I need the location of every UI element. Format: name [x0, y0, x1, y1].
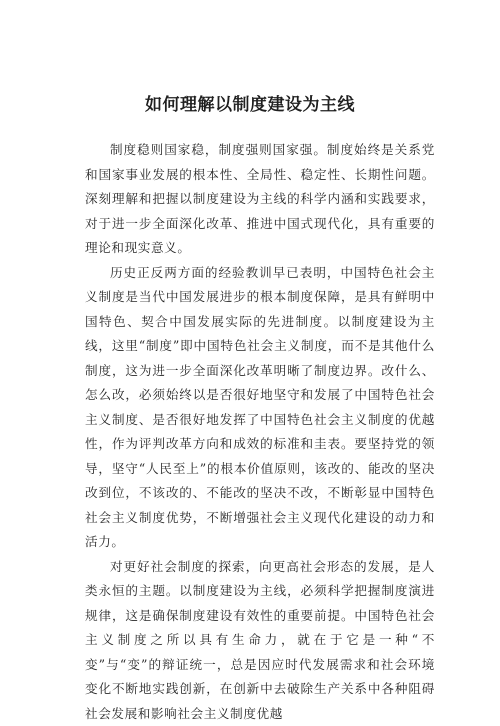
page-title: 如何理解以制度建设为主线 [0, 90, 500, 115]
paragraph-3: 对更好社会制度的探索，向更高社会形态的发展，是人类永恒的主题。以制度建设为主线，必须科学把握制度演进规律，这是确保制度建设有效性的重要前提。中国特色社会主义制度之所以具有生命力，就在于它是一种“不变”与“变”的辩证统一，总是因应时代发展需求和社会环境变化不断地实践创新，在创新中去破除生产关系中各种阻碍社会发展和影响社会主义制度优越 [85, 555, 435, 726]
paragraph-2: 历史正反两方面的经验教训早已表明，中国特色社会主义制度是当代中国发展进步的根本制度保障，是具有鲜明中国特色、契合中国发展实际的先进制度。以制度建设为主线，这里“制度”即中国特色社会主义制度，而不是其他什么制度，这为进一步全面深化改革明晰了制度边界。改什么、怎么改，必须始终以是否很好地坚守和发展了中国特色社会主义制度、是否很好地发挥了中国特色社会主义制度的优越性，作为评判改革方向和成效的标准和圭表。要坚持党的领导，坚守“人民至上”的根本价值原则，该改的、能改的坚决改到位，不该改的、不能改的坚决不改，不断彰显中国特色社会主义制度优势，不断增强社会主义现代化建设的动力和活力。 [85, 261, 435, 555]
document-body [85, 138, 435, 726]
paragraph-1: 制度稳则国家稳，制度强则国家强。制度始终是关系党和国家事业发展的根本性、全局性、稳定性、长期性问题。深刻理解和把握以制度建设为主线的科学内涵和实践要求，对于进一步全面深化改革、推进中国式现代化，具有重要的理论和现实意义。 [85, 138, 435, 261]
